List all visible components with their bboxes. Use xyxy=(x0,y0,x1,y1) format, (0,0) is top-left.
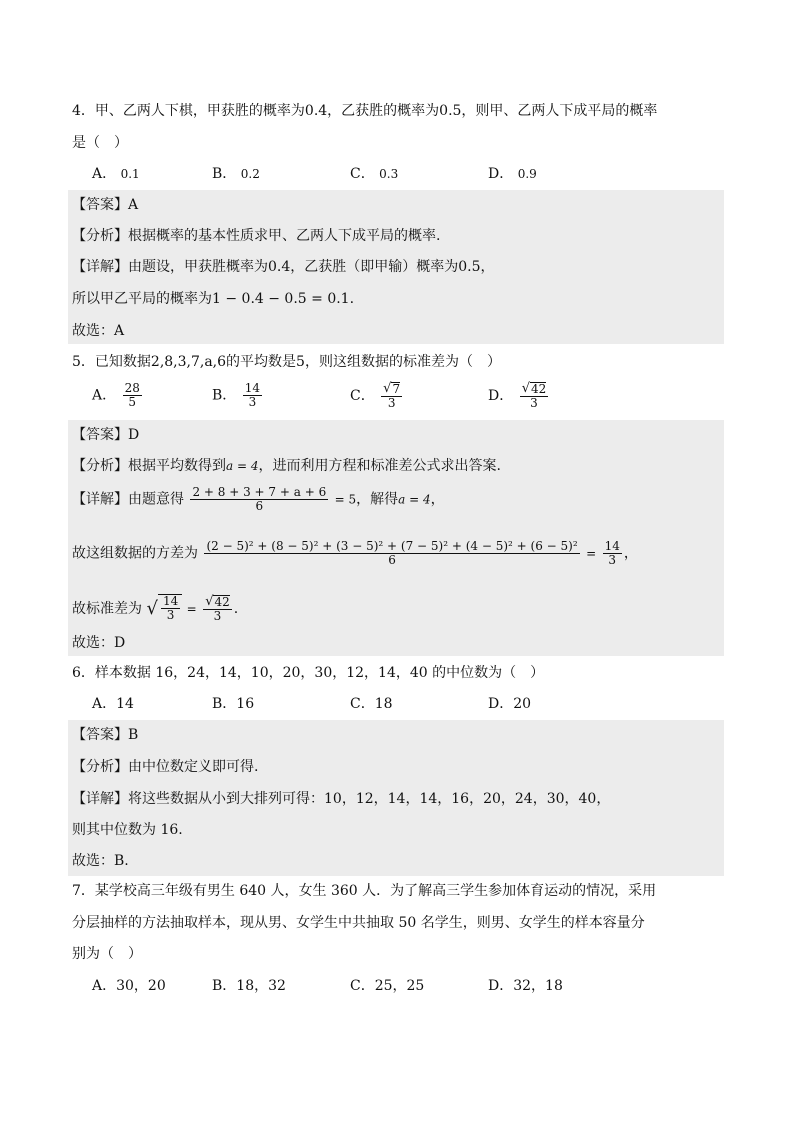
q7-option-c: C．25，25 xyxy=(350,978,425,994)
q4-stem-line1: 4．甲、乙两人下棋，甲获胜的概率为0.4，乙获胜的概率为0.5，则甲、乙两人下成平局的概率 xyxy=(72,103,658,119)
q6-conclusion: 故选：B. xyxy=(72,853,129,869)
q4-detail-line1: 【详解】由题设，甲获胜概率为0.4，乙获胜（即甲输）概率为0.5， xyxy=(72,259,495,275)
q5-std-line: 故标准差为 √ $\frac{14}{3}$ = √ 42 3 . xyxy=(72,594,239,623)
q7-option-a: A．30，20 xyxy=(92,978,166,994)
q4-analysis: 【分析】根据概率的基本性质求甲、乙两人下成平局的概率. xyxy=(72,228,441,244)
q4-detail-line2: 所以甲乙平局的概率为1 − 0.4 − 0.5 = 0.1. xyxy=(72,291,355,307)
q4-conclusion: 故选：A xyxy=(72,323,125,339)
q4-option-b: B． 0.2 xyxy=(212,166,260,182)
q6-option-c: C．18 xyxy=(350,696,393,712)
q4-stem-line2: 是（ ） xyxy=(72,135,128,151)
q7-option-b: B．18，32 xyxy=(212,978,286,994)
q6-detail-line2: 则其中位数为 16. xyxy=(72,822,183,838)
q7-option-d: D．32，18 xyxy=(488,978,563,994)
q5-variance-line: 故这组数据的方差为 (2 − 5)² + (8 − 5)² + (3 − 5)² + (7 − 5)² + (4 − 5)² + (6 − 5)² 6 = $\frac{14}{3}$ ， xyxy=(72,539,638,567)
q7-stem-line2: 分层抽样的方法抽取样本，现从男、女学生中共抽取 50 名学生，则男、女学生的样本容量分 xyxy=(72,915,645,931)
q6-detail-line1: 【详解】将这些数据从小到大排列可得：10，12，14，14，16，20，24，30，40， xyxy=(72,791,611,807)
q4-answer: 【答案】A xyxy=(72,197,139,213)
q6-analysis: 【分析】由中位数定义即可得. xyxy=(72,759,259,775)
q6-option-b: B．16 xyxy=(212,696,255,712)
q5-analysis: 【分析】根据平均数得到a = 4，进而利用方程和标准差公式求出答案. xyxy=(72,458,501,474)
q5-stem: 5．已知数据2,8,3,7,a,6的平均数是5，则这组数据的标准差为（ ） xyxy=(72,354,501,370)
q5-answer: 【答案】D xyxy=(72,427,140,443)
q5-option-c: C． √ 7 3 xyxy=(350,381,401,410)
q6-stem: 6．样本数据 16，24，14，10，20，30，12，14，40 的中位数为（ ） xyxy=(72,665,545,681)
q5-option-b: B． $\frac{14}{3}$ xyxy=(212,381,261,409)
q6-answer: 【答案】B xyxy=(72,727,139,743)
q6-option-a: A．14 xyxy=(92,696,134,712)
q4-option-a: A． 0.1 xyxy=(92,166,140,182)
q4-option-c: C． 0.3 xyxy=(350,166,399,182)
q6-option-d: D．20 xyxy=(488,696,532,712)
q5-conclusion: 故选：D xyxy=(72,635,126,651)
q5-option-d: D． √ 42 3 xyxy=(488,381,547,410)
q4-option-d: D． 0.9 xyxy=(488,166,537,182)
q7-stem-line1: 7．某学校高三年级有男生 640 人，女生 360 人．为了解高三学生参加体育运动的情况，采用 xyxy=(72,883,657,899)
q5-detail-line1: 【详解】由题意得 $\frac{2 + 8 + 3 + 7 + a + 6}{6}$ = 5，解得a = 4， xyxy=(72,485,445,513)
q7-stem-line3: 别为（ ） xyxy=(72,946,142,962)
q5-option-a: A． $\frac{28}{5}$ xyxy=(92,381,140,409)
